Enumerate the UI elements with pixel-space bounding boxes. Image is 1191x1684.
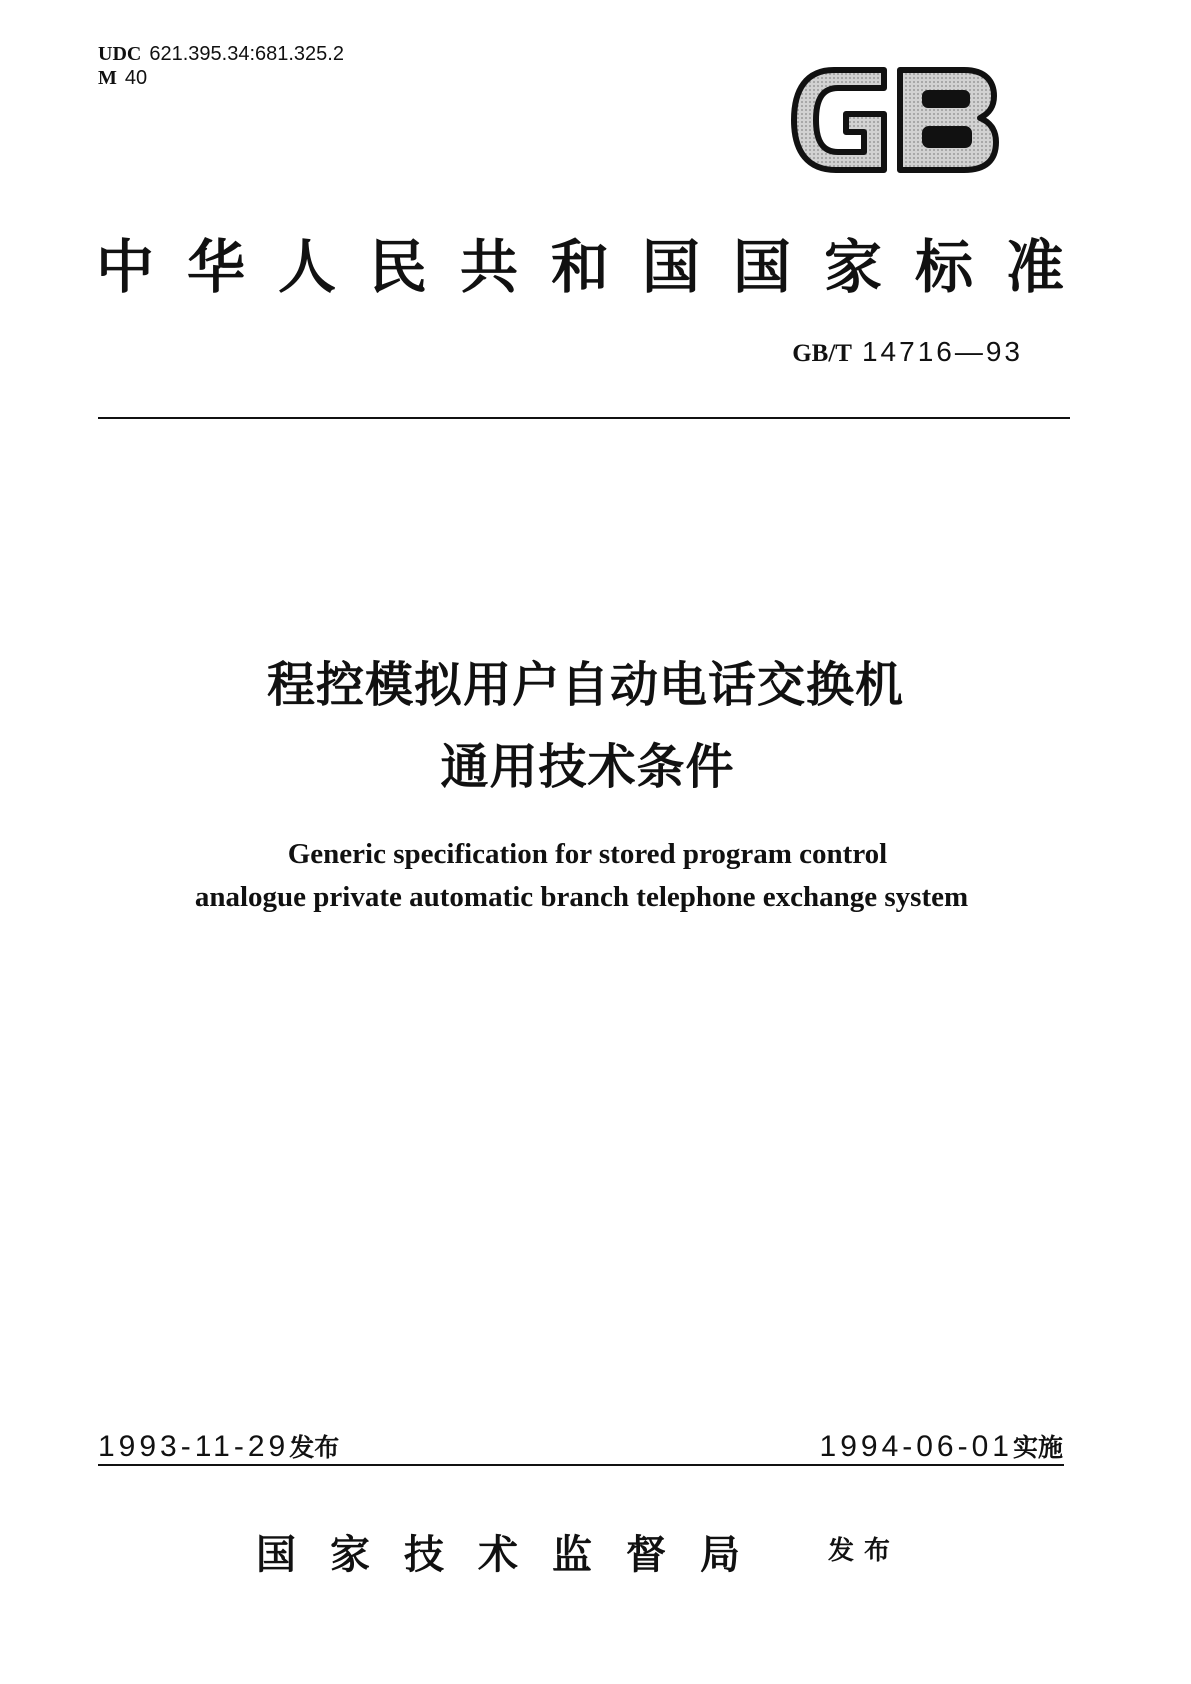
udc-label: UDC: [98, 43, 142, 65]
gb-logo-g-shape: [794, 70, 884, 170]
english-title-line-1: Generic specification for stored program control: [287, 838, 888, 870]
implementation-label: 实施: [1012, 1433, 1063, 1462]
english-title-line-2: analogue private automatic branch telephone exchange system: [194, 881, 969, 913]
publisher-label: 发布: [828, 1536, 901, 1566]
bottom-divider: [98, 1464, 1064, 1466]
issue-label: 发布: [289, 1433, 340, 1462]
chinese-title-line-2: 通用技术条件: [440, 739, 735, 795]
gb-logo-b-shape: [900, 70, 996, 170]
national-standard-heading: 中华人民共和国国家标准: [96, 233, 1098, 301]
chinese-title-line-1: 程控模拟用户自动电话交换机: [266, 657, 904, 713]
standard-number-prefix: GB/T: [792, 340, 852, 367]
implementation-date-block: [820, 1428, 1063, 1464]
issue-date-block: [98, 1428, 339, 1464]
standard-number: [792, 336, 1023, 368]
classification-label: M: [98, 67, 117, 89]
issue-date: 1993-11-29: [98, 1430, 290, 1463]
publisher-name: 国家技术监督局: [256, 1532, 774, 1578]
top-divider: [98, 417, 1070, 419]
classification-line: [98, 66, 344, 90]
udc-value: 621.395.34:681.325.2: [149, 43, 344, 65]
implementation-date: 1994-06-01: [819, 1430, 1013, 1463]
classification-block: [98, 42, 344, 90]
classification-value: 40: [124, 67, 148, 89]
udc-line: [98, 42, 344, 66]
standard-number-code: 14716—93: [861, 336, 1023, 367]
gb-logo-icon: [788, 64, 1002, 176]
